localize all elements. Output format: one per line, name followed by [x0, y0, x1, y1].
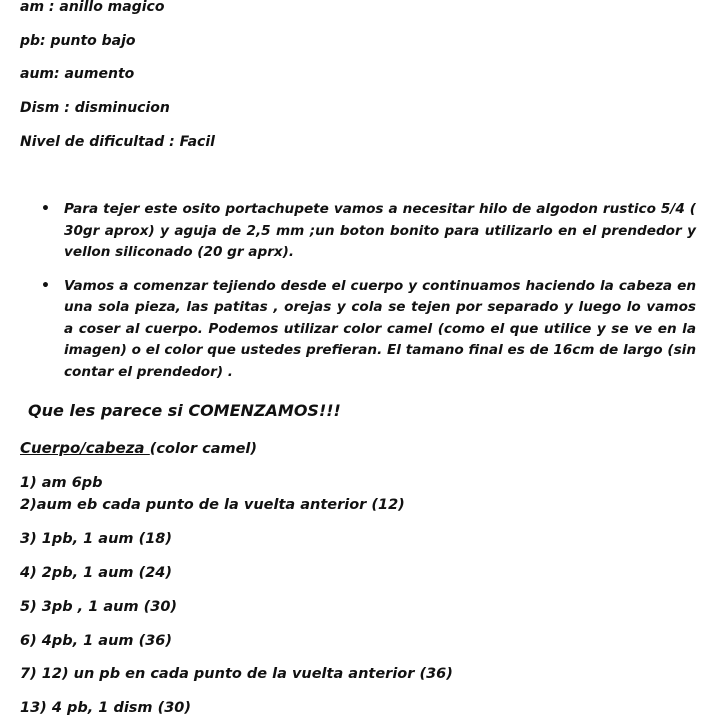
difficulty-level: Nivel de dificultad : Facil: [20, 134, 215, 150]
section-subtitle: (color camel): [149, 441, 258, 457]
step-6: 6) 4pb, 1 aum (36): [20, 633, 173, 649]
intro-bullet-list: [0, 199, 720, 383]
section-title: Cuerpo/cabeza: [20, 439, 150, 457]
step-2: 2)aum eb cada punto de la vuelta anterior (12): [20, 497, 405, 513]
step-5: 5) 3pb , 1 aum (30): [20, 599, 178, 615]
bullet-dot: •: [41, 201, 50, 217]
call-to-action: Que les parece si COMENZAMOS!!!: [28, 401, 341, 420]
abbreviation-pb: pb: punto bajo: [20, 33, 136, 49]
step-4: 4) 2pb, 1 aum (24): [20, 565, 173, 581]
step-1: 1) am 6pb: [20, 475, 103, 491]
step-3: 3) 1pb, 1 aum (18): [20, 531, 173, 547]
step-7-12: 7) 12) un pb en cada punto de la vuelta anterior (36): [20, 666, 453, 682]
abbreviation-dism: Dism : disminucion: [20, 100, 170, 116]
bullet-materials: [41, 199, 696, 264]
bullet-materials-text: Para tejer este osito portachupete vamos a necesitar hilo de algodon rustico 5/4 ( 30gr aprox) y aguja de 2,5 mm ;un boton bonito para utilizarlo en el prendedor y vellon siliconado (20 gr aprx).: [64, 201, 696, 260]
step-13: 13) 4 pb, 1 dism (30): [20, 700, 192, 716]
section-heading: [20, 438, 257, 459]
abbreviation-am: am : anillo magico: [20, 0, 165, 15]
bullet-instructions: [41, 276, 696, 384]
abbreviation-aum: aum: aumento: [20, 66, 135, 82]
bullet-dot: •: [41, 277, 50, 294]
bullet-instructions-text: Vamos a comenzar tejiendo desde el cuerpo y continuamos haciendo la cabeza en una sola pieza, las patitas , orejas y cola se tejen por separado y luego lo vamos a coser al cuerpo. Podemos utilizar color camel (como el que utilice y se ve en la imagen) o el color que ustedes prefieran. El tamano final es de 16cm de largo (sin contar el prendedor) .: [64, 277, 696, 380]
